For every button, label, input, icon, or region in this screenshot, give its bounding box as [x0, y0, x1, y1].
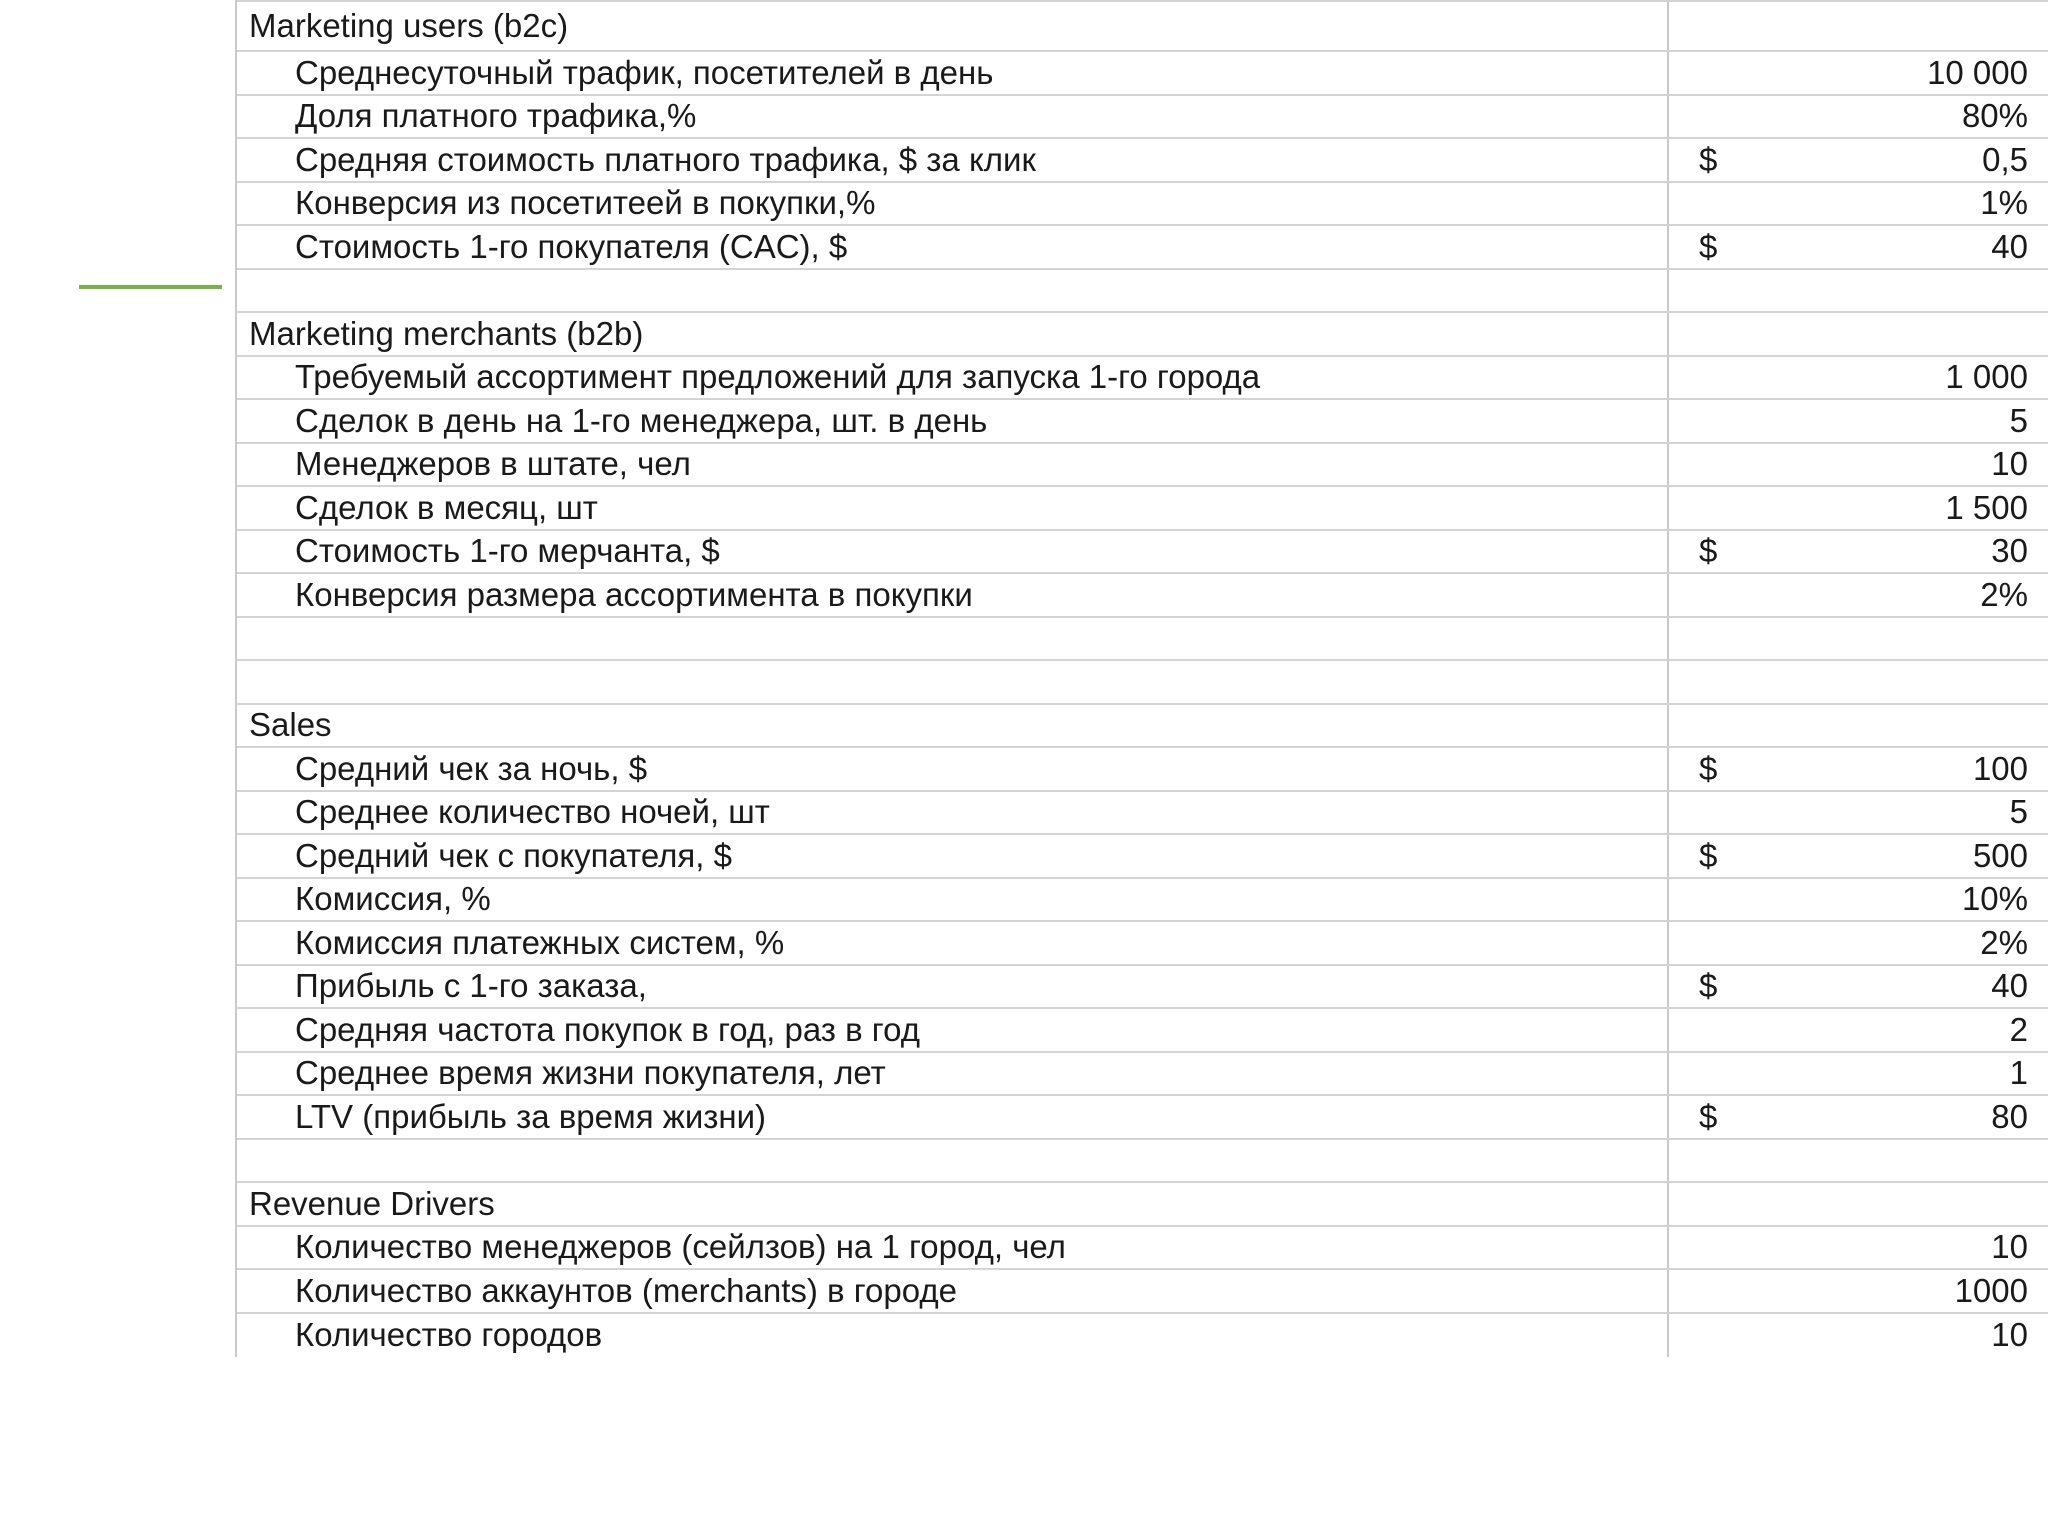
- accent-line: [79, 285, 222, 289]
- row-value: 2%: [1980, 923, 2028, 961]
- row-label: Количество аккаунтов (merchants) в городе: [237, 1270, 1669, 1312]
- empty-row: [237, 661, 2048, 705]
- table-row: [237, 966, 2048, 1010]
- value-cell: [1669, 879, 2048, 921]
- row-value: 1 000: [1945, 358, 2028, 396]
- row-value: 10: [1991, 445, 2028, 483]
- empty-cell: [1669, 270, 2048, 312]
- value-cell: [1669, 835, 2048, 877]
- row-value: 40: [1991, 227, 2028, 265]
- section-header-row: [237, 1183, 2048, 1227]
- table-row: [237, 96, 2048, 140]
- table-row: [237, 574, 2048, 618]
- value-cell: [1669, 1270, 2048, 1312]
- value-cell: [1669, 1183, 2048, 1225]
- table-row: [237, 139, 2048, 183]
- section-header-row: [237, 313, 2048, 357]
- table-row: [237, 183, 2048, 227]
- value-cell: [1669, 966, 2048, 1008]
- row-value: 5: [2009, 401, 2028, 439]
- row-value: 1: [2009, 1054, 2028, 1092]
- row-label: Стоимость 1-го мерчанта, $: [237, 531, 1669, 573]
- row-value: 30: [1991, 532, 2028, 570]
- row-label: Стоимость 1-го покупателя (CAC), $: [237, 226, 1669, 268]
- row-label: Комиссия платежных систем, %: [237, 922, 1669, 964]
- value-cell: [1669, 226, 2048, 268]
- table-row: [237, 1053, 2048, 1097]
- row-label: Менеджеров в штате, чел: [237, 444, 1669, 486]
- value-cell: [1669, 400, 2048, 442]
- spreadsheet-table: [235, 0, 2048, 1357]
- empty-cell: [1669, 618, 2048, 660]
- empty-row: [237, 270, 2048, 314]
- value-cell: [1669, 52, 2048, 94]
- table-row: [237, 879, 2048, 923]
- row-value: 10 000: [1927, 53, 2028, 91]
- section-header-row: [237, 0, 2048, 52]
- table-row: [237, 792, 2048, 836]
- currency-symbol: $: [1699, 836, 1718, 874]
- currency-symbol: $: [1699, 532, 1718, 570]
- row-value: 2: [2009, 1010, 2028, 1048]
- value-cell: [1669, 1314, 2048, 1358]
- row-label: Средняя частота покупок в год, раз в год: [237, 1009, 1669, 1051]
- empty-cell: [1669, 1140, 2048, 1182]
- value-cell: [1669, 574, 2048, 616]
- row-value: 5: [2009, 793, 2028, 831]
- row-value: 1000: [1954, 1271, 2028, 1309]
- table-row: [237, 1270, 2048, 1314]
- row-value: 10: [1991, 1316, 2028, 1354]
- empty-cell: [1669, 661, 2048, 703]
- row-label: Среднесуточный трафик, посетителей в день: [237, 52, 1669, 94]
- section-header-row: [237, 705, 2048, 749]
- table-row: [237, 487, 2048, 531]
- row-label: Сделок в день на 1-го менеджера, шт. в день: [237, 400, 1669, 442]
- row-value: 1 500: [1945, 488, 2028, 526]
- row-label: Средний чек за ночь, $: [237, 748, 1669, 790]
- value-cell: [1669, 139, 2048, 181]
- row-value: 80%: [1961, 97, 2028, 135]
- value-cell: [1669, 1009, 2048, 1051]
- value-cell: [1669, 183, 2048, 225]
- section-title: Revenue Drivers: [237, 1183, 1669, 1225]
- row-value: 100: [1972, 749, 2028, 787]
- row-label: Средний чек с покупателя, $: [237, 835, 1669, 877]
- row-label: Сделок в месяц, шт: [237, 487, 1669, 529]
- row-value: 10%: [1961, 880, 2028, 918]
- value-cell: [1669, 922, 2048, 964]
- row-value: 0,5: [1982, 140, 2028, 178]
- empty-row: [237, 1140, 2048, 1184]
- row-label: Средняя стоимость платного трафика, $ за клик: [237, 139, 1669, 181]
- value-cell: [1669, 2, 2048, 50]
- table-row: [237, 357, 2048, 401]
- row-label: Доля платного трафика,%: [237, 96, 1669, 138]
- empty-cell: [237, 661, 1669, 703]
- row-value: 1%: [1980, 184, 2028, 222]
- row-label: Требуемый ассортимент предложений для запуска 1-го города: [237, 357, 1669, 399]
- table-row: [237, 400, 2048, 444]
- section-title: Marketing merchants (b2b): [237, 313, 1669, 355]
- value-cell: [1669, 792, 2048, 834]
- row-label: LTV (прибыль за время жизни): [237, 1096, 1669, 1138]
- table-row: [237, 922, 2048, 966]
- row-value: 10: [1991, 1228, 2028, 1266]
- row-value: 500: [1972, 836, 2028, 874]
- row-label: Среднее количество ночей, шт: [237, 792, 1669, 834]
- table-row: [237, 835, 2048, 879]
- row-label: Комиссия, %: [237, 879, 1669, 921]
- value-cell: [1669, 313, 2048, 355]
- table-row: [237, 748, 2048, 792]
- value-cell: [1669, 96, 2048, 138]
- table-row: [237, 1227, 2048, 1271]
- currency-symbol: $: [1699, 967, 1718, 1005]
- currency-symbol: $: [1699, 227, 1718, 265]
- empty-cell: [237, 270, 1669, 312]
- currency-symbol: $: [1699, 1097, 1718, 1135]
- table-row: [237, 1314, 2048, 1358]
- row-label: Количество городов: [237, 1314, 1669, 1358]
- value-cell: [1669, 1053, 2048, 1095]
- value-cell: [1669, 1096, 2048, 1138]
- row-value: 80: [1991, 1097, 2028, 1135]
- row-label: Конверсия размера ассортимента в покупки: [237, 574, 1669, 616]
- value-cell: [1669, 531, 2048, 573]
- value-cell: [1669, 1227, 2048, 1269]
- empty-row: [237, 618, 2048, 662]
- value-cell: [1669, 705, 2048, 747]
- value-cell: [1669, 748, 2048, 790]
- table-row: [237, 444, 2048, 488]
- table-row: [237, 1009, 2048, 1053]
- row-label: Среднее время жизни покупателя, лет: [237, 1053, 1669, 1095]
- value-cell: [1669, 357, 2048, 399]
- value-cell: [1669, 444, 2048, 486]
- row-label: Конверсия из посетитеей в покупки,%: [237, 183, 1669, 225]
- value-cell: [1669, 487, 2048, 529]
- currency-symbol: $: [1699, 749, 1718, 787]
- table-row: [237, 52, 2048, 96]
- row-label: Прибыль с 1-го заказа,: [237, 966, 1669, 1008]
- table-row: [237, 1096, 2048, 1140]
- row-label: Количество менеджеров (сейлзов) на 1 город, чел: [237, 1227, 1669, 1269]
- section-title: Sales: [237, 705, 1669, 747]
- row-value: 40: [1991, 967, 2028, 1005]
- table-row: [237, 226, 2048, 270]
- table-row: [237, 531, 2048, 575]
- currency-symbol: $: [1699, 140, 1718, 178]
- empty-cell: [237, 618, 1669, 660]
- empty-cell: [237, 1140, 1669, 1182]
- section-title: Marketing users (b2c): [237, 2, 1669, 50]
- row-value: 2%: [1980, 575, 2028, 613]
